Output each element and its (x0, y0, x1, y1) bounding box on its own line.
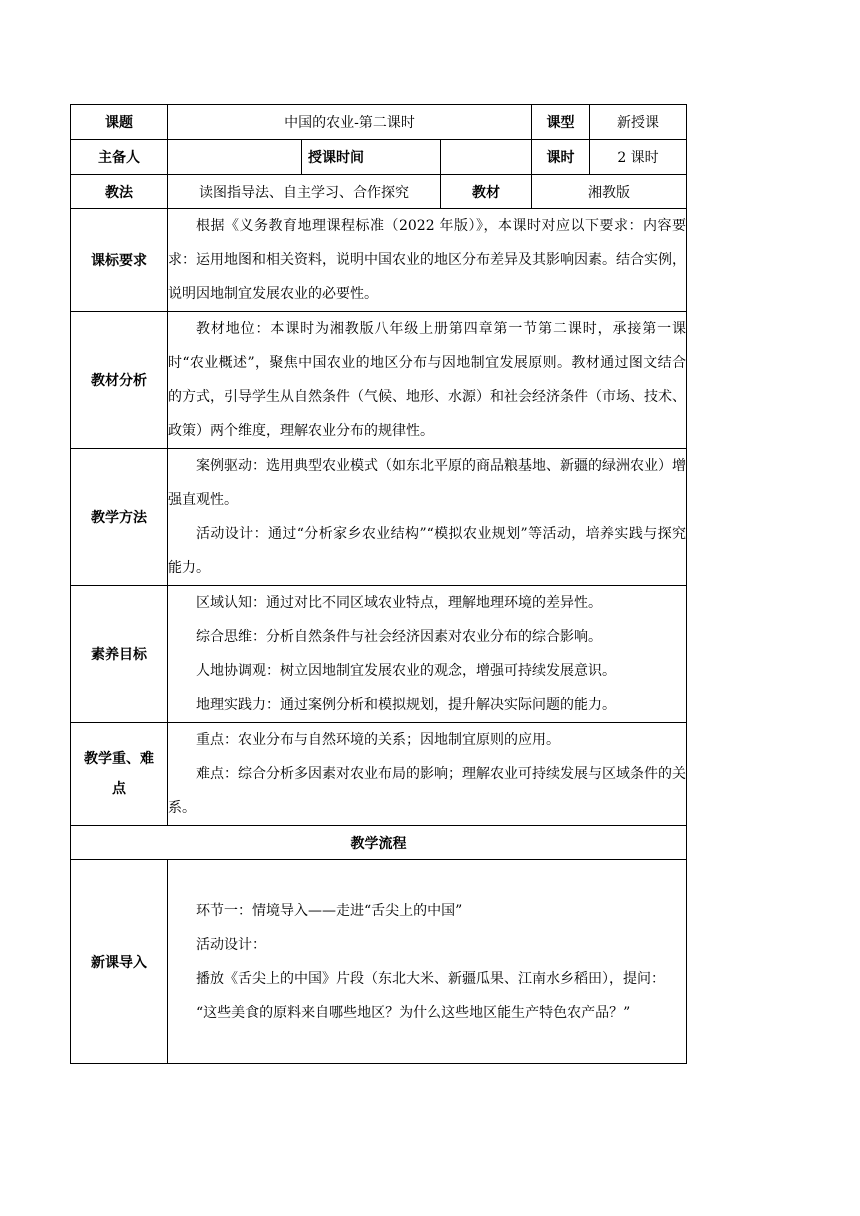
intro-label: 新课导入 (71, 860, 168, 1064)
goals-content (168, 586, 687, 723)
type-value: 新授课 (590, 105, 687, 140)
goals-label: 素养目标 (71, 586, 168, 723)
keypoints-label (71, 723, 168, 826)
textbook-label: 教材 (441, 175, 532, 209)
row-flow (71, 826, 687, 860)
preparer-value (168, 140, 302, 175)
standard-content (168, 209, 687, 312)
goals-paragraph-3: 人地协调观：树立因地制宜发展农业的观念，增强可持续发展意识。 (196, 663, 616, 679)
standard-label: 课标要求 (71, 209, 168, 312)
keypoints-label-line-2: 点 (112, 781, 126, 797)
row-preparer (71, 140, 687, 175)
analysis-paragraph: 教材地位：本课时为湘教版八年级上册第四章第一节第二课时，承接第一课时“农业概述”，聚焦中国农业的地区分布与因地制宜发展原则。教材通过图文结合的方式，引导学生从自然条件（气候、地形、水源）和社会经济条件（市场、技术、政策）两个维度，理解农业分布的规律性。 (168, 321, 687, 439)
keypoints-paragraph-1: 重点：农业分布与自然环境的关系；因地制宜原则的应用。 (196, 732, 560, 748)
hours-label: 课时 (532, 140, 590, 175)
preparer-label: 主备人 (71, 140, 168, 175)
goals-paragraph-4: 地理实践力：通过案例分析和模拟规划，提升解决实际问题的能力。 (196, 697, 616, 713)
intro-paragraph-2: 活动设计： (196, 936, 266, 953)
goals-paragraph-1: 区域认知：通过对比不同区域农业特点，理解地理环境的差异性。 (196, 595, 602, 611)
time-value (441, 140, 532, 175)
analysis-content (168, 312, 687, 449)
type-label: 课型 (532, 105, 590, 140)
analysis-label: 教材分析 (71, 312, 168, 449)
flow-title: 教学流程 (71, 826, 687, 860)
goals-paragraph-2: 综合思维：分析自然条件与社会经济因素对农业分布的综合影响。 (196, 629, 602, 645)
methods-label: 教学方法 (71, 449, 168, 586)
intro-paragraph-1: 环节一：情境导入——走进“舌尖上的中国” (196, 902, 463, 919)
row-intro (71, 860, 687, 1064)
intro-paragraph-3: 播放《舌尖上的中国》片段（东北大米、新疆瓜果、江南水乡稻田），提问： (196, 970, 665, 987)
row-method (71, 175, 687, 209)
keypoints-content (168, 723, 687, 826)
row-keypoints (71, 723, 687, 826)
methods-content (168, 449, 687, 586)
time-label: 授课时间 (302, 140, 441, 175)
row-methods (71, 449, 687, 586)
row-goals (71, 586, 687, 723)
topic-label: 课题 (71, 105, 168, 140)
row-topic (71, 105, 687, 140)
keypoints-paragraph-2: 难点：综合分析多因素对农业布局的影响；理解农业可持续发展与区域条件的关系。 (168, 766, 687, 816)
textbook-value: 湘教版 (532, 175, 687, 209)
intro-content (168, 860, 687, 1064)
row-standard (71, 209, 687, 312)
methods-paragraph-1: 案例驱动：选用典型农业模式（如东北平原的商品粮基地、新疆的绿洲农业）增强直观性。 (168, 458, 687, 508)
method-label: 教法 (71, 175, 168, 209)
topic-value: 中国的农业-第二课时 (168, 105, 532, 140)
standard-paragraph: 根据《义务教育地理课程标准（2022 年版）》，本课时对应以下要求：内容要求：运用地图和相关资料，说明中国农业的地区分布差异及其影响因素。结合实例，说明因地制宜发展农业的必要性。 (168, 218, 687, 302)
row-analysis (71, 312, 687, 449)
intro-paragraph-4: “这些美食的原料来自哪些地区？为什么这些地区能生产特色农产品？” (196, 1004, 631, 1021)
method-value: 读图指导法、自主学习、合作探究 (168, 175, 441, 209)
methods-paragraph-2: 活动设计：通过“分析家乡农业结构”“模拟农业规划”等活动，培养实践与探究能力。 (168, 526, 687, 576)
keypoints-label-line-1: 教学重、难 (84, 751, 154, 767)
lesson-plan-table (70, 104, 687, 1064)
hours-value: 2 课时 (590, 140, 687, 175)
